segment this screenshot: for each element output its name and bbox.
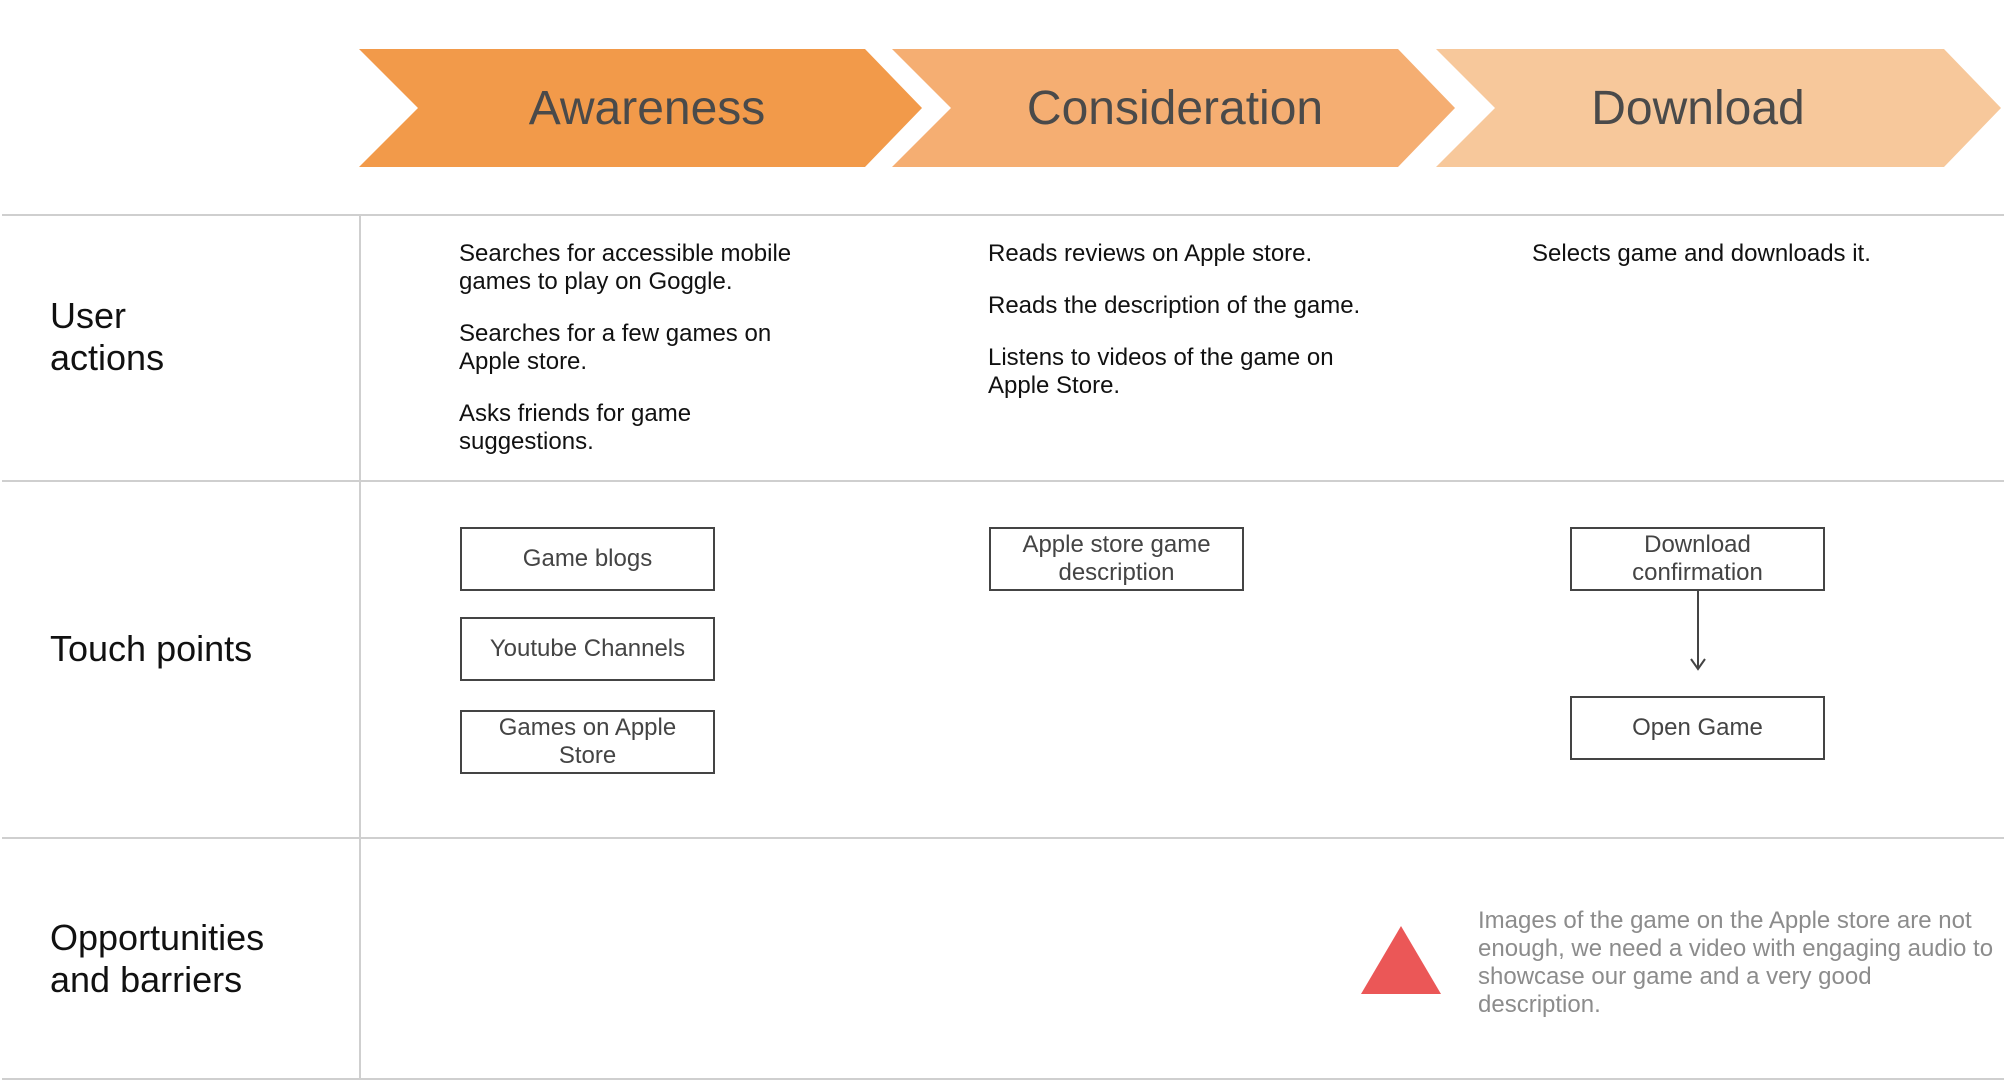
stage-awareness xyxy=(359,49,922,167)
touch-point-box xyxy=(1570,527,1825,591)
touch-point-label: Games on Apple Store xyxy=(498,714,677,769)
row-label-text: Opportunities and barriers xyxy=(50,917,265,1000)
barrier-note: Images of the game on the Apple store are not enough, we need a video with engaging audio to showcase our game and a very good description. xyxy=(1478,907,1994,1018)
touch-point-box xyxy=(1570,696,1825,760)
action-item: Listens to videos of the game on Apple Store. xyxy=(988,344,1334,399)
row-label-user-actions xyxy=(50,295,164,379)
row-label-touch-points xyxy=(50,628,252,670)
action-item: Searches for accessible mobile games to play on Goggle. xyxy=(459,240,792,295)
touch-point-label: Game blogs xyxy=(522,545,653,572)
flow-arrow xyxy=(1691,591,1705,669)
stage-consideration xyxy=(892,49,1455,167)
stage-label: Consideration xyxy=(1026,82,1324,135)
stage-label: Download xyxy=(1591,82,1805,135)
stage-download xyxy=(1436,49,2001,167)
touch-point-label: Apple store game description xyxy=(1022,531,1211,586)
row-label-opportunities xyxy=(50,917,264,1001)
touch-point-label: Open Game xyxy=(1632,714,1763,741)
action-item: Reads the description of the game. xyxy=(988,292,1361,319)
action-item: Searches for a few games on Apple store. xyxy=(459,320,772,375)
row-label-text: User actions xyxy=(50,295,165,378)
touch-point-label: Youtube Channels xyxy=(489,635,686,662)
action-item: Selects game and downloads it. xyxy=(1532,240,1871,267)
stage-label: Awareness xyxy=(528,82,766,135)
action-item: Asks friends for game suggestions. xyxy=(459,400,692,455)
user-actions-awareness xyxy=(459,240,819,480)
action-item: Reads reviews on Apple store. xyxy=(988,240,1313,267)
warning-triangle-icon xyxy=(1361,926,1441,994)
row-label-text: Touch points xyxy=(50,628,253,669)
touch-point-label: Download confirmation xyxy=(1632,531,1763,586)
touch-point-box xyxy=(989,527,1244,591)
touch-point-box xyxy=(460,617,715,681)
user-actions-download xyxy=(1532,240,1952,292)
touch-point-box xyxy=(460,710,715,774)
touch-point-box xyxy=(460,527,715,591)
user-actions-consideration xyxy=(988,240,1388,424)
